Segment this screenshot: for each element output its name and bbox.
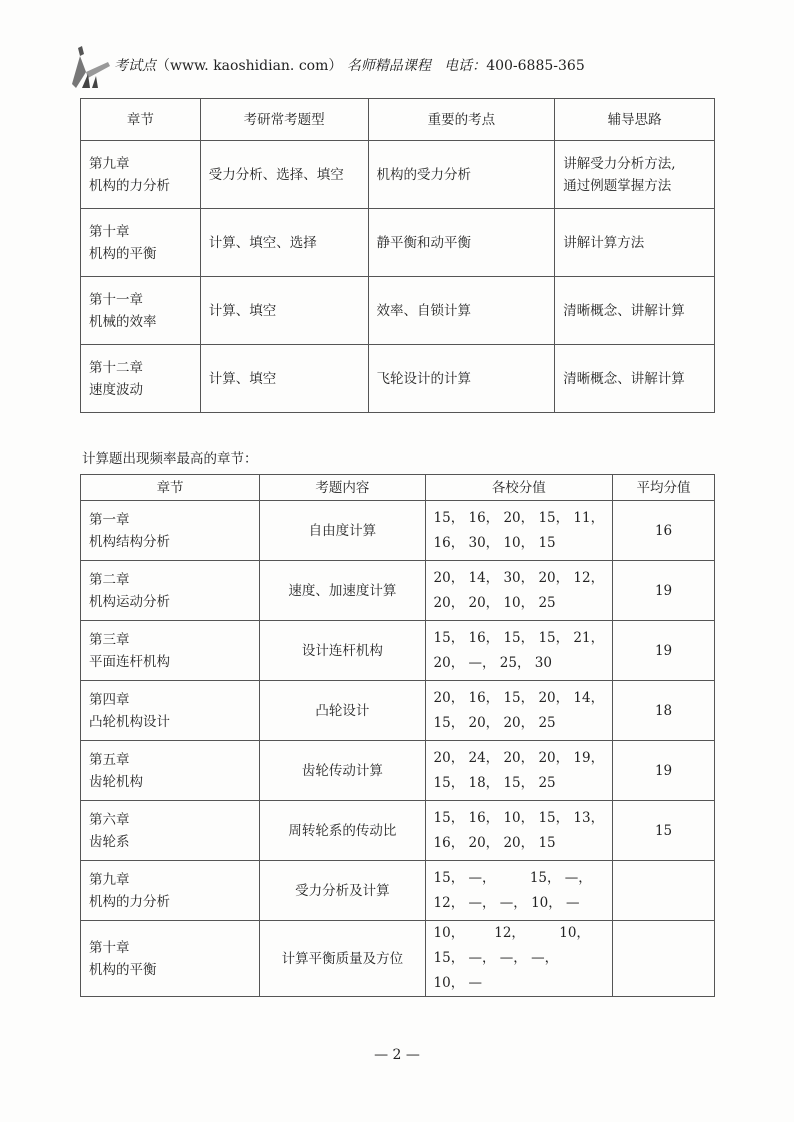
approach-line: 讲解计算方法 <box>563 234 645 251</box>
table-row <box>81 561 715 621</box>
chapter-cell <box>81 861 260 921</box>
score-line: 20， 20， 10， 25 <box>433 594 556 611</box>
chapter-cell <box>81 501 260 561</box>
chapter-cell <box>81 141 201 209</box>
scores-cell <box>425 741 613 801</box>
column-header: 辅导思路 <box>555 99 715 141</box>
average-cell: 15 <box>613 801 715 861</box>
chapter-number: 第九章 <box>89 155 130 172</box>
chapter-number: 第一章 <box>89 511 130 528</box>
chapter-number: 第五章 <box>89 751 130 768</box>
table-row <box>81 277 715 345</box>
scores-cell <box>425 501 613 561</box>
average-cell: 19 <box>613 621 715 681</box>
score-line: 15， 16， 15， 15， 21， <box>433 629 605 646</box>
chapter-title: 机构结构分析 <box>89 533 170 550</box>
content-cell: 齿轮传动计算 <box>260 741 425 801</box>
chapter-title: 凸轮机构设计 <box>89 713 170 730</box>
content-cell: 计算平衡质量及方位 <box>260 921 425 997</box>
page-header <box>68 44 585 92</box>
chapter-number: 第十一章 <box>89 291 143 308</box>
table-caption: 计算题出现频率最高的章节： <box>82 451 258 467</box>
key-points-cell: 静平衡和动平衡 <box>368 209 555 277</box>
column-header: 重要的考点 <box>368 99 555 141</box>
average-cell: 19 <box>613 741 715 801</box>
question-types-cell: 计算、填空、选择 <box>200 209 368 277</box>
scores-cell <box>425 561 613 621</box>
chapter-title: 机构的平衡 <box>89 245 157 262</box>
score-line: 15， 16， 10， 15， 13， <box>433 809 605 826</box>
column-header: 章节 <box>81 99 201 141</box>
content-cell: 设计连杆机构 <box>260 621 425 681</box>
site-name: 考试点 <box>114 58 156 74</box>
chapter-title: 速度波动 <box>89 381 143 398</box>
logo-icon <box>68 44 112 92</box>
score-line: 15， —， 15， —， <box>433 869 592 886</box>
table-row <box>81 921 715 997</box>
column-header: 平均分值 <box>613 475 715 501</box>
key-points-cell: 飞轮设计的计算 <box>368 345 555 413</box>
chapter-number: 第三章 <box>89 631 130 648</box>
content-cell: 受力分析及计算 <box>260 861 425 921</box>
table-row <box>81 501 715 561</box>
average-cell <box>613 861 715 921</box>
scores-cell <box>425 681 613 741</box>
chapter-number: 第十章 <box>89 939 130 956</box>
chapter-number: 第二章 <box>89 571 130 588</box>
chapter-cell <box>81 741 260 801</box>
approach-cell <box>555 345 715 413</box>
score-line: 20， 14， 30， 20， 12， <box>433 569 605 586</box>
chapter-title: 平面连杆机构 <box>89 653 170 670</box>
approach-line: 清晰概念、讲解计算 <box>563 370 685 387</box>
column-header: 各校分值 <box>425 475 613 501</box>
chapter-cell <box>81 681 260 741</box>
page-number: — 2 — <box>374 1047 420 1063</box>
score-line: 16， 20， 20， 15 <box>433 834 556 851</box>
phone-number: 400-6885-365 <box>486 58 585 74</box>
average-cell <box>613 921 715 997</box>
chapter-cell <box>81 277 201 345</box>
key-points-cell: 效率、自锁计算 <box>368 277 555 345</box>
content-cell: 周转轮系的传动比 <box>260 801 425 861</box>
phone-label: 电话： <box>444 58 487 74</box>
chapter-number: 第十章 <box>89 223 130 240</box>
chapter-cell <box>81 621 260 681</box>
content-cell: 凸轮设计 <box>260 681 425 741</box>
column-header: 考研常考题型 <box>200 99 368 141</box>
chapter-number: 第九章 <box>89 871 130 888</box>
site-url: （www. kaoshidian. com） <box>156 58 343 74</box>
chapter-title: 机构的力分析 <box>89 893 170 910</box>
column-header: 考题内容 <box>260 475 425 501</box>
score-line: 20， —， 25， 30 <box>433 654 552 671</box>
approach-cell <box>555 141 715 209</box>
approach-cell <box>555 277 715 345</box>
question-types-cell: 受力分析、选择、填空 <box>200 141 368 209</box>
average-cell: 16 <box>613 501 715 561</box>
question-types-cell: 计算、填空 <box>200 277 368 345</box>
exam-types-table <box>80 98 715 413</box>
chapter-title: 机构的力分析 <box>89 177 170 194</box>
scores-cell <box>425 621 613 681</box>
chapter-title: 齿轮系 <box>89 833 130 850</box>
scores-cell <box>425 861 613 921</box>
chapter-title: 齿轮机构 <box>89 773 143 790</box>
table-row <box>81 861 715 921</box>
approach-line: 清晰概念、讲解计算 <box>563 302 685 319</box>
score-line: 15， —， —， —， <box>433 950 559 966</box>
average-cell: 19 <box>613 561 715 621</box>
score-line: 10， — <box>433 975 483 991</box>
content-cell: 速度、加速度计算 <box>260 561 425 621</box>
table-row <box>81 621 715 681</box>
chapter-number: 第六章 <box>89 811 130 828</box>
table-row <box>81 741 715 801</box>
score-line: 15， 16， 20， 15， 11， <box>433 509 605 526</box>
key-points-cell: 机构的受力分析 <box>368 141 555 209</box>
chapter-title: 机构的平衡 <box>89 961 157 978</box>
chapter-title: 机械的效率 <box>89 313 157 330</box>
approach-cell <box>555 209 715 277</box>
chapter-title: 机构运动分析 <box>89 593 170 610</box>
table-row <box>81 209 715 277</box>
chapter-cell <box>81 561 260 621</box>
table-row <box>81 681 715 741</box>
score-line: 12， —， —， 10， — <box>433 894 580 911</box>
chapter-cell <box>81 345 201 413</box>
score-line: 15， 20， 20， 25 <box>433 714 556 731</box>
calculation-scores-table <box>80 474 715 997</box>
score-line: 20， 24， 20， 20， 19， <box>433 749 605 766</box>
chapter-cell <box>81 209 201 277</box>
question-types-cell: 计算、填空 <box>200 345 368 413</box>
scores-cell <box>425 801 613 861</box>
scores-cell <box>425 921 613 997</box>
score-line: 20， 16， 15， 20， 14， <box>433 689 605 706</box>
chapter-number: 第四章 <box>89 691 130 708</box>
table-row <box>81 801 715 861</box>
chapter-cell <box>81 921 260 997</box>
chapter-number: 第十二章 <box>89 359 143 376</box>
approach-line: 通过例题掌握方法 <box>563 177 672 194</box>
chapter-cell <box>81 801 260 861</box>
score-line: 16， 30， 10， 15 <box>433 534 556 551</box>
approach-line: 讲解受力分析方法, <box>563 155 676 172</box>
table-row <box>81 345 715 413</box>
score-line: 10， 12， 10， <box>433 925 590 941</box>
table-row <box>81 141 715 209</box>
average-cell: 18 <box>613 681 715 741</box>
score-line: 15， 18， 15， 25 <box>433 774 556 791</box>
content-cell: 自由度计算 <box>260 501 425 561</box>
slogan: 名师精品课程 <box>346 58 431 74</box>
column-header: 章节 <box>81 475 260 501</box>
